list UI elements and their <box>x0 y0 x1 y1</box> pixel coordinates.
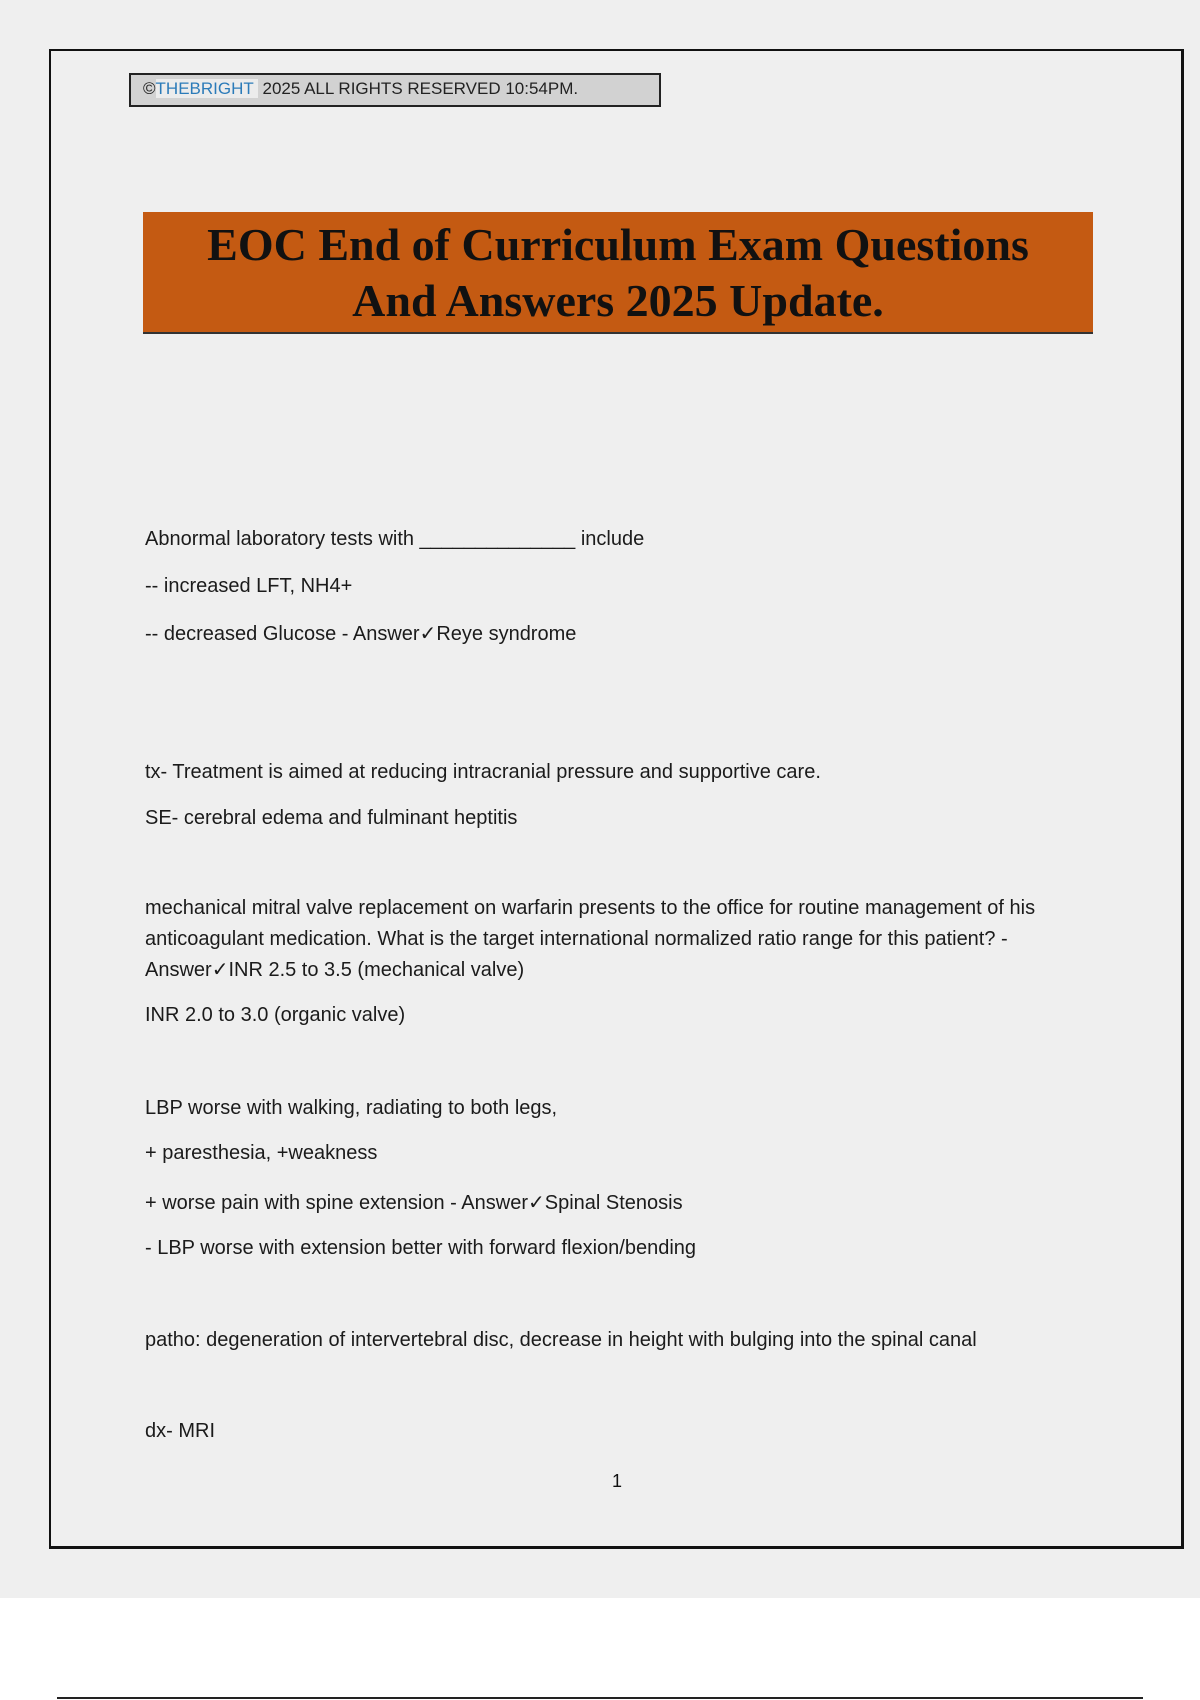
question-1-answer: -- decreased Glucose - Answer✓Reye syndrome <box>145 623 577 645</box>
question-3-line-1: LBP worse with walking, radiating to both legs, <box>145 1097 558 1119</box>
question-1-side-effects: SE- cerebral edema and fulminant heptitis <box>145 807 518 829</box>
title-line-2: And Answers 2025 Update. <box>352 275 884 326</box>
question-3-line-4: - LBP worse with extension better with forward flexion/bending <box>145 1237 697 1259</box>
title-banner <box>143 212 1093 334</box>
question-2-text: mechanical mitral valve replacement on warfarin presents to the office for routine management of his anticoagulant medication. What is the target international normalized ratio range for this patient? - Answer✓INR 2.5 to 3.5 (mechanical valve) <box>145 897 1036 981</box>
question-3-patho: patho: degeneration of intervertebral disc, decrease in height with bulging into the spinal canal <box>145 1329 977 1351</box>
copyright-brand: THEBRIGHT <box>156 79 258 98</box>
question-1-line-2: -- increased LFT, NH4+ <box>145 575 353 597</box>
question-3-diagnosis: dx- MRI <box>145 1420 215 1442</box>
bottom-divider <box>57 1697 1143 1699</box>
question-2-extra: INR 2.0 to 3.0 (organic valve) <box>145 1004 406 1026</box>
question-3-answer: + worse pain with spine extension - Answer✓Spinal Stenosis <box>145 1192 683 1214</box>
question-1-treatment: tx- Treatment is aimed at reducing intracranial pressure and supportive care. <box>145 761 821 783</box>
title-line-1: EOC End of Curriculum Exam Questions <box>207 219 1029 270</box>
question-3-line-2: + paresthesia, +weakness <box>145 1142 378 1164</box>
page-number: 1 <box>611 1471 622 1491</box>
copyright-notice <box>129 73 661 107</box>
copyright-text: 2025 ALL RIGHTS RESERVED 10:54PM. <box>257 79 579 98</box>
question-1-line-1: Abnormal laboratory tests with ______________ include <box>145 528 645 550</box>
copyright-symbol: © <box>143 79 156 98</box>
